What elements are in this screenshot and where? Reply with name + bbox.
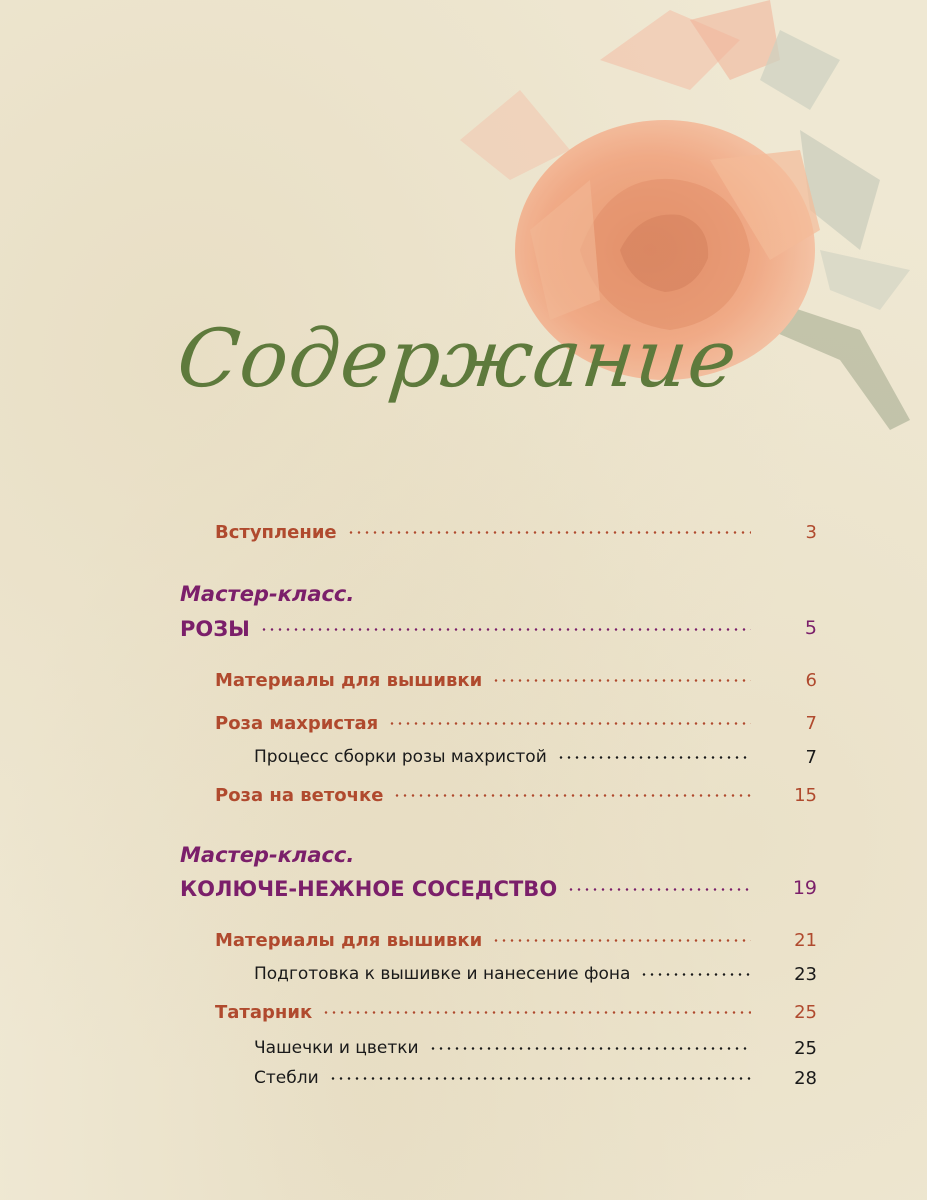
dot-leader	[492, 939, 751, 942]
toc-label: Материалы для вышивки	[215, 670, 483, 691]
toc-page: 25	[794, 1002, 817, 1023]
toc-entry-thorny[interactable]	[180, 877, 817, 901]
toc-page: 6	[805, 670, 817, 691]
toc-page: 23	[794, 964, 817, 985]
toc-page: 7	[805, 747, 817, 768]
toc-page: 19	[792, 877, 817, 899]
master-class-prefix: Мастер-класс.	[180, 843, 355, 867]
toc-entry-materials-2[interactable]	[215, 930, 817, 951]
dot-leader	[393, 794, 751, 797]
toc-entry-prep[interactable]	[254, 964, 817, 985]
toc-entry-roses[interactable]	[180, 617, 817, 641]
toc-page: 28	[794, 1068, 817, 1089]
toc-page: 21	[794, 930, 817, 951]
toc-label: Процесс сборки розы махристой	[254, 747, 547, 767]
dot-leader	[322, 1011, 751, 1014]
toc-label: Вступление	[215, 522, 337, 543]
toc-label: РОЗЫ	[180, 617, 250, 641]
toc-label: Роза махристая	[215, 713, 379, 734]
dot-leader	[492, 679, 751, 682]
toc-label: Материалы для вышивки	[215, 930, 483, 951]
page-title: Содержание	[173, 312, 742, 405]
dot-leader	[260, 628, 751, 631]
toc-entry-assembly[interactable]	[254, 747, 817, 768]
toc-entry-materials-1[interactable]	[215, 670, 817, 691]
toc-page: 7	[805, 713, 817, 734]
toc-entry-intro[interactable]	[215, 522, 817, 543]
toc-page: 15	[794, 785, 817, 806]
toc-label: Роза на веточке	[215, 785, 384, 806]
toc-label: Подготовка к вышивке и нанесение фона	[254, 964, 631, 984]
toc-label: Стебли	[254, 1068, 319, 1088]
toc-label: Татарник	[215, 1002, 313, 1023]
toc-entry-stems[interactable]	[254, 1068, 817, 1089]
dot-leader	[640, 973, 751, 976]
toc-page: 25	[794, 1038, 817, 1059]
dot-leader	[429, 1047, 751, 1050]
toc-page: 5	[804, 617, 817, 639]
toc-entry-rose-double[interactable]	[215, 713, 817, 734]
master-class-prefix: Мастер-класс.	[180, 582, 355, 606]
toc-label: КОЛЮЧЕ-НЕЖНОЕ СОСЕДСТВО	[180, 877, 558, 901]
toc-entry-cups[interactable]	[254, 1038, 817, 1059]
dot-leader	[557, 756, 751, 759]
dot-leader	[347, 531, 751, 534]
dot-leader	[329, 1077, 751, 1080]
toc-entry-tatarnik[interactable]	[215, 1002, 817, 1023]
toc-page: 3	[805, 522, 817, 543]
toc-label: Чашечки и цветки	[254, 1038, 419, 1058]
dot-leader	[567, 888, 751, 891]
dot-leader	[388, 722, 751, 725]
toc-entry-rose-branch[interactable]	[215, 785, 817, 806]
